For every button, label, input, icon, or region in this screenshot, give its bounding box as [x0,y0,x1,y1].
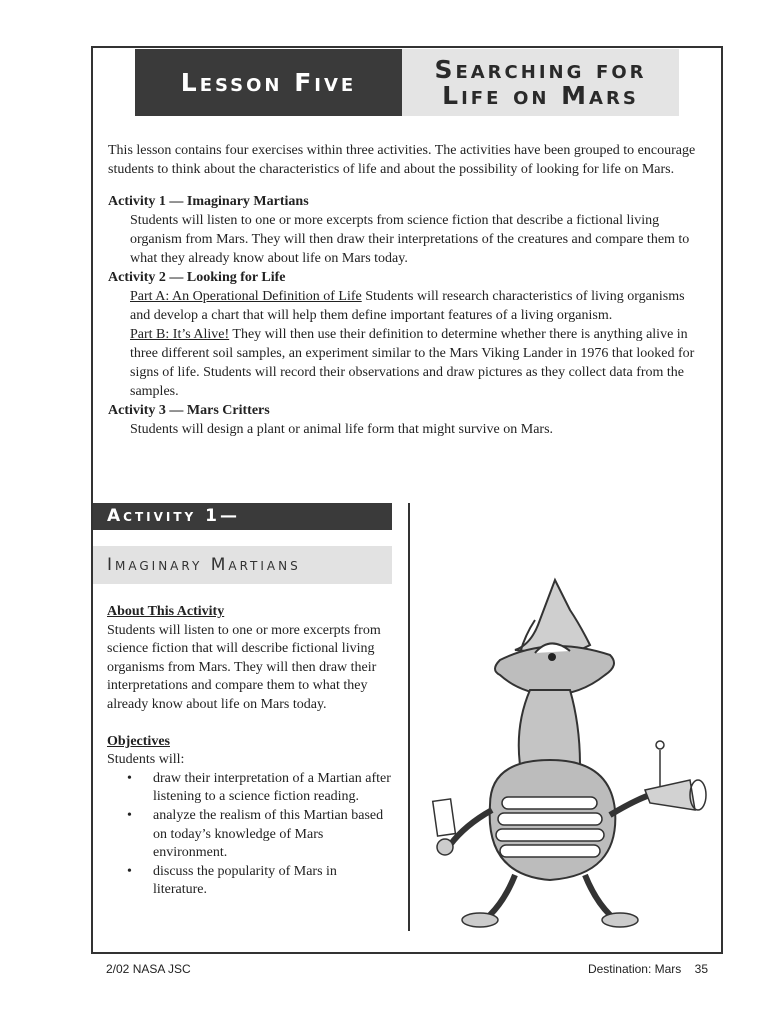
activity-1-heading: Activity 1 — Imaginary Martians [108,194,309,209]
objective-item: • discuss the popularity of Mars in literature. [127,863,392,900]
objective-item: • analyze the realism of this Martian based on today’s knowledge of Mars environment. [127,807,392,863]
lesson-overview [108,141,708,439]
objectives-heading: Objectives [107,733,170,749]
activity-2-part-b [108,325,708,401]
objective-item: • draw their interpretation of a Martian after listening to a science fiction reading. [127,770,392,807]
neck-shape [519,690,580,765]
activity-banner: Activity 1— [93,503,392,530]
objectives-intro: Students will: [107,752,185,768]
column-divider [408,503,410,931]
lesson-label-text: Lesson Five [180,68,357,97]
activity-1-summary [108,192,708,268]
head-shape [495,646,614,695]
intro-paragraph: This lesson contains four exercises within three activities. The activities have been grouped to encourage students to think about the characteristics of life and about the possibility of looking for life on Mars. [108,143,696,177]
about-heading: About This Activity [107,604,225,619]
martian-illustration [420,575,720,935]
activity-2-part-a [108,287,708,325]
activity-2-summary [108,268,708,401]
objectives-list [107,770,392,900]
card-shape [433,799,456,836]
activity-3-heading: Activity 3 — Mars Critters [108,403,270,418]
device-shape [645,780,695,810]
lesson-title-line2: Life on Mars [442,80,639,110]
footer-right: Destination: Mars 35 [587,962,708,976]
activity-subtitle-banner: Imaginary Martians [93,546,392,584]
part-a-label: Part A: An Operational Definition of Life [130,289,362,304]
part-b-text: They will then use their definition to determine whether there is anything alive in three different soil samples, an experiment similar to the Mars Viking Lander in 1976 that looked for signs of life. Students will record their observations and draw pictures as they collect data from the samples. [130,327,695,399]
activity-2-heading: Activity 2 — Looking for Life [108,270,286,285]
activity-3-text: Students will design a plant or animal life form that might survive on Mars. [130,422,554,437]
activity-3-summary [108,401,708,439]
part-b-label: Part B: It’s Alive! [130,327,230,342]
footer-left: 2/02 NASA JSC [106,962,191,976]
about-text: Students will listen to one or more excerpts from science fiction that will describe fictional living organisms from Mars. They will then draw their interpretations and compare them to what they already know about life on Mars today. [107,622,381,712]
activity-1-text: Students will listen to one or more excerpts from science fiction that describe a fictional living organism from Mars. They will then draw their interpretations of the creatures and compare them to what they already know about life on Mars today. [130,213,690,266]
part-a-text: Students will research characteristics of living organisms and develop a chart that will help them define important features of a living organism. [130,289,685,323]
lesson-title-line1: Searching for [434,54,647,84]
lesson-label [135,49,402,116]
lesson-title [402,49,679,116]
activity-details [107,603,392,900]
